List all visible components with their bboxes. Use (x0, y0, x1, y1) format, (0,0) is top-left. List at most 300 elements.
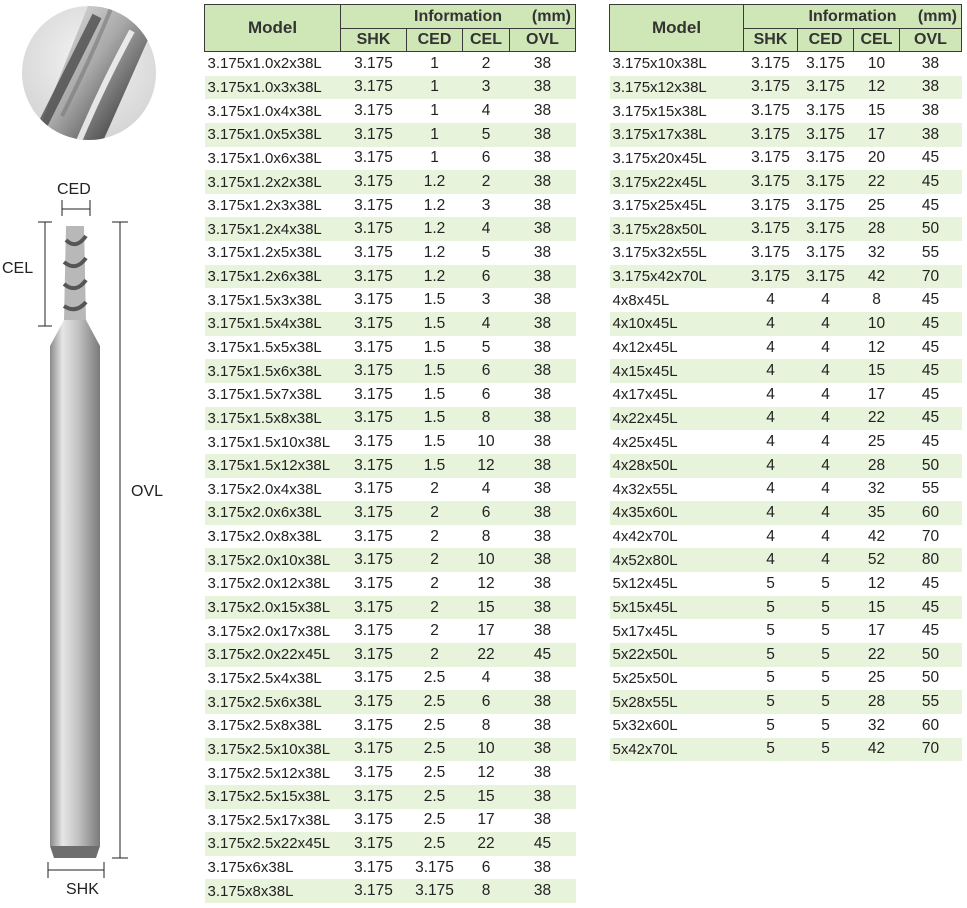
header-ced: CED (407, 29, 463, 52)
cell-cel: 4 (463, 667, 510, 691)
cell-model: 3.175x2.5x10x38L (205, 738, 341, 762)
cell-cel: 10 (854, 52, 900, 76)
table-row (610, 288, 962, 312)
cell-cel: 32 (854, 241, 900, 265)
cell-ovl: 38 (900, 123, 962, 147)
cell-cel: 22 (854, 407, 900, 431)
cell-cel: 8 (463, 525, 510, 549)
cell-model: 3.175x20x45L (610, 147, 744, 171)
header-model: Model (205, 5, 341, 52)
cell-cel: 8 (463, 714, 510, 738)
cell-ced: 5 (798, 738, 854, 762)
cell-model: 3.175x42x70L (610, 265, 744, 289)
cell-ovl: 38 (510, 194, 576, 218)
cell-model: 4x52x80L (610, 548, 744, 572)
cell-ced: 3.175 (798, 170, 854, 194)
cell-cel: 6 (463, 147, 510, 171)
cell-ced: 2 (407, 619, 463, 643)
table-row (205, 76, 576, 100)
cell-ovl: 38 (510, 288, 576, 312)
cell-cel: 3 (463, 76, 510, 100)
cell-cel: 12 (854, 336, 900, 360)
cell-model: 5x32x60L (610, 714, 744, 738)
cell-ced: 1.5 (407, 288, 463, 312)
cell-ovl: 60 (900, 501, 962, 525)
cell-model: 4x17x45L (610, 383, 744, 407)
cell-ced: 3.175 (407, 879, 463, 903)
cell-shk: 3.175 (744, 241, 798, 265)
cell-ovl: 38 (510, 170, 576, 194)
cell-shk: 3.175 (341, 76, 407, 100)
cell-ced: 2.5 (407, 738, 463, 762)
cell-cel: 15 (463, 785, 510, 809)
cell-model: 3.175x1.5x12x38L (205, 454, 341, 478)
cell-ovl: 50 (900, 454, 962, 478)
ovl-label: OVL (131, 483, 164, 500)
cell-ovl: 45 (900, 383, 962, 407)
cell-shk: 3.175 (341, 761, 407, 785)
cell-ced: 4 (798, 548, 854, 572)
table-row (205, 738, 576, 762)
cell-cel: 17 (463, 809, 510, 833)
cell-shk: 5 (744, 619, 798, 643)
cell-shk: 3.175 (744, 170, 798, 194)
table-row (610, 690, 962, 714)
cell-ovl: 45 (900, 430, 962, 454)
cell-shk: 3.175 (341, 785, 407, 809)
cell-shk: 3.175 (341, 454, 407, 478)
cell-ovl: 80 (900, 548, 962, 572)
cell-shk: 4 (744, 501, 798, 525)
table-row (610, 359, 962, 383)
cell-cel: 4 (463, 99, 510, 123)
cell-ced: 1.5 (407, 336, 463, 360)
cell-model: 3.175x12x38L (610, 76, 744, 100)
cell-ovl: 55 (900, 241, 962, 265)
cell-cel: 25 (854, 430, 900, 454)
cell-ced: 1.5 (407, 359, 463, 383)
cell-cel: 25 (854, 194, 900, 218)
cell-shk: 3.175 (744, 147, 798, 171)
cell-model: 4x12x45L (610, 336, 744, 360)
cell-cel: 28 (854, 217, 900, 241)
cell-ovl: 38 (510, 667, 576, 691)
shk-label: SHK (66, 881, 99, 898)
header-information-label: Information (808, 7, 897, 25)
cell-model: 3.175x1.0x6x38L (205, 147, 341, 171)
table-row (610, 714, 962, 738)
cell-cel: 42 (854, 738, 900, 762)
cell-ced: 1.5 (407, 454, 463, 478)
cell-model: 3.175x2.5x4x38L (205, 667, 341, 691)
table-row (205, 359, 576, 383)
table-row (610, 265, 962, 289)
table-row (610, 170, 962, 194)
cell-ovl: 45 (510, 643, 576, 667)
cell-ovl: 38 (510, 525, 576, 549)
cell-cel: 6 (463, 690, 510, 714)
cell-model: 3.175x28x50L (610, 217, 744, 241)
cell-shk: 5 (744, 667, 798, 691)
cell-shk: 3.175 (744, 194, 798, 218)
table-row (205, 690, 576, 714)
header-ced: CED (798, 29, 854, 52)
cell-ovl: 45 (900, 359, 962, 383)
cell-ced: 5 (798, 690, 854, 714)
cell-ced: 1 (407, 147, 463, 171)
cell-cel: 12 (854, 76, 900, 100)
cell-shk: 3.175 (341, 501, 407, 525)
cell-shk: 3.175 (341, 690, 407, 714)
cell-cel: 15 (854, 359, 900, 383)
cell-ced: 3.175 (798, 52, 854, 76)
cell-model: 4x22x45L (610, 407, 744, 431)
cell-shk: 3.175 (341, 879, 407, 903)
cell-cel: 17 (854, 123, 900, 147)
cell-ced: 5 (798, 572, 854, 596)
cell-shk: 3.175 (341, 52, 407, 76)
cell-ced: 4 (798, 336, 854, 360)
cell-ced: 5 (798, 714, 854, 738)
cell-model: 3.175x1.5x8x38L (205, 407, 341, 431)
cell-ced: 3.175 (798, 265, 854, 289)
cell-cel: 22 (854, 170, 900, 194)
cell-ced: 1 (407, 99, 463, 123)
cell-ovl: 38 (510, 123, 576, 147)
cell-ovl: 45 (900, 194, 962, 218)
table-row (205, 52, 576, 76)
header-information-label: Information (414, 7, 502, 25)
cell-ovl: 38 (510, 596, 576, 620)
cell-model: 3.175x1.2x2x38L (205, 170, 341, 194)
header-unit: (mm) (531, 8, 571, 25)
cell-shk: 3.175 (341, 194, 407, 218)
cell-ovl: 38 (510, 572, 576, 596)
cell-ovl: 38 (510, 738, 576, 762)
cell-cel: 5 (463, 241, 510, 265)
cell-model: 3.175x1.2x6x38L (205, 265, 341, 289)
cell-cel: 28 (854, 454, 900, 478)
cell-ced: 2.5 (407, 832, 463, 856)
table-row (610, 194, 962, 218)
cell-ced: 2 (407, 643, 463, 667)
cell-ovl: 38 (510, 359, 576, 383)
table-row (205, 336, 576, 360)
cell-model: 3.175x1.2x5x38L (205, 241, 341, 265)
cell-shk: 3.175 (341, 383, 407, 407)
cell-ovl: 45 (900, 619, 962, 643)
cell-cel: 42 (854, 525, 900, 549)
cell-model: 3.175x1.5x5x38L (205, 336, 341, 360)
cell-cel: 12 (463, 454, 510, 478)
cell-model: 4x35x60L (610, 501, 744, 525)
cell-cel: 32 (854, 714, 900, 738)
cell-shk: 3.175 (744, 99, 798, 123)
cel-label: CEL (2, 260, 34, 277)
cell-cel: 2 (463, 170, 510, 194)
cell-shk: 4 (744, 407, 798, 431)
table-row (610, 76, 962, 100)
cell-shk: 4 (744, 312, 798, 336)
table-row (205, 856, 576, 880)
cell-cel: 10 (854, 312, 900, 336)
cell-ced: 4 (798, 288, 854, 312)
header-information (341, 5, 576, 29)
cell-cel: 2 (463, 52, 510, 76)
cell-shk: 3.175 (744, 265, 798, 289)
cell-cel: 4 (463, 312, 510, 336)
cell-shk: 3.175 (341, 147, 407, 171)
cell-shk: 3.175 (341, 478, 407, 502)
cell-ced: 2.5 (407, 761, 463, 785)
header-model: Model (610, 5, 744, 52)
cell-shk: 4 (744, 525, 798, 549)
cell-ced: 4 (798, 359, 854, 383)
table-row (205, 785, 576, 809)
table-row (205, 478, 576, 502)
cell-model: 3.175x1.0x5x38L (205, 123, 341, 147)
cell-cel: 4 (463, 217, 510, 241)
cell-model: 4x32x55L (610, 478, 744, 502)
cell-cel: 28 (854, 690, 900, 714)
cell-ced: 3.175 (798, 194, 854, 218)
cell-model: 3.175x1.0x3x38L (205, 76, 341, 100)
cell-model: 3.175x2.5x6x38L (205, 690, 341, 714)
cell-model: 4x15x45L (610, 359, 744, 383)
cell-ovl: 38 (510, 454, 576, 478)
cell-ovl: 38 (510, 714, 576, 738)
cell-ovl: 38 (900, 99, 962, 123)
header-ovl: OVL (900, 29, 962, 52)
cell-shk: 3.175 (341, 170, 407, 194)
cell-ced: 2 (407, 548, 463, 572)
cell-cel: 32 (854, 478, 900, 502)
cell-ovl: 45 (900, 312, 962, 336)
cell-model: 5x25x50L (610, 667, 744, 691)
cell-ced: 2 (407, 572, 463, 596)
cell-model: 3.175x1.5x10x38L (205, 430, 341, 454)
cell-shk: 3.175 (744, 76, 798, 100)
cell-model: 3.175x2.0x12x38L (205, 572, 341, 596)
cell-cel: 17 (854, 619, 900, 643)
cell-shk: 3.175 (341, 572, 407, 596)
cell-model: 3.175x1.5x6x38L (205, 359, 341, 383)
table-row (205, 123, 576, 147)
cell-ced: 1.5 (407, 383, 463, 407)
table-row (610, 123, 962, 147)
cell-ovl: 38 (510, 241, 576, 265)
tool-illustration (0, 0, 200, 908)
cell-shk: 4 (744, 383, 798, 407)
cell-ced: 2.5 (407, 714, 463, 738)
cell-ced: 3.175 (798, 123, 854, 147)
cell-shk: 3.175 (341, 714, 407, 738)
cell-ced: 5 (798, 643, 854, 667)
cell-model: 3.175x2.0x10x38L (205, 548, 341, 572)
cell-cel: 5 (463, 336, 510, 360)
cell-ovl: 45 (900, 170, 962, 194)
cell-ced: 4 (798, 454, 854, 478)
cell-model: 5x17x45L (610, 619, 744, 643)
table-row (205, 241, 576, 265)
cell-model: 3.175x1.5x3x38L (205, 288, 341, 312)
cell-shk: 4 (744, 359, 798, 383)
cell-cel: 42 (854, 265, 900, 289)
table-row (610, 667, 962, 691)
cell-ced: 3.175 (407, 856, 463, 880)
header-information (744, 5, 962, 29)
cell-ovl: 38 (510, 809, 576, 833)
cell-shk: 3.175 (341, 99, 407, 123)
cell-ovl: 38 (510, 312, 576, 336)
cell-ovl: 45 (510, 832, 576, 856)
cell-ced: 3.175 (798, 217, 854, 241)
cell-ced: 4 (798, 312, 854, 336)
cell-cel: 8 (463, 407, 510, 431)
header-cel: CEL (854, 29, 900, 52)
cell-shk: 3.175 (341, 738, 407, 762)
cell-ced: 3.175 (798, 76, 854, 100)
table-row (205, 879, 576, 903)
cell-ced: 4 (798, 501, 854, 525)
cell-shk: 3.175 (744, 52, 798, 76)
cell-shk: 3.175 (341, 217, 407, 241)
cell-shk: 3.175 (341, 643, 407, 667)
cell-shk: 5 (744, 690, 798, 714)
table-row (205, 572, 576, 596)
cell-ced: 2.5 (407, 809, 463, 833)
table-row (205, 809, 576, 833)
table-row (610, 501, 962, 525)
cell-shk: 3.175 (341, 619, 407, 643)
cell-shk: 3.175 (341, 856, 407, 880)
cell-shk: 4 (744, 336, 798, 360)
cell-shk: 3.175 (341, 667, 407, 691)
cell-ced: 4 (798, 430, 854, 454)
table-row (610, 478, 962, 502)
table-row (610, 643, 962, 667)
header-shk: SHK (341, 29, 407, 52)
cell-shk: 5 (744, 714, 798, 738)
cell-shk: 3.175 (341, 596, 407, 620)
cell-shk: 3.175 (744, 123, 798, 147)
cell-cel: 17 (854, 383, 900, 407)
cell-shk: 4 (744, 454, 798, 478)
cell-ovl: 45 (900, 572, 962, 596)
cell-ovl: 55 (900, 478, 962, 502)
cell-shk: 3.175 (341, 123, 407, 147)
cell-ovl: 38 (510, 690, 576, 714)
cell-model: 5x28x55L (610, 690, 744, 714)
cell-ced: 1.2 (407, 265, 463, 289)
table-row (205, 832, 576, 856)
cell-ced: 5 (798, 667, 854, 691)
cell-ced: 2 (407, 478, 463, 502)
cell-ced: 2.5 (407, 690, 463, 714)
cell-ced: 4 (798, 478, 854, 502)
table-row (205, 383, 576, 407)
table-row (610, 52, 962, 76)
cell-ovl: 38 (510, 785, 576, 809)
cell-ovl: 45 (900, 288, 962, 312)
table-row (205, 525, 576, 549)
table-row (205, 761, 576, 785)
cell-ced: 2.5 (407, 785, 463, 809)
cell-cel: 20 (854, 147, 900, 171)
cell-shk: 3.175 (744, 217, 798, 241)
cell-ced: 2.5 (407, 667, 463, 691)
table-row (205, 548, 576, 572)
cell-cel: 25 (854, 667, 900, 691)
cell-ced: 1 (407, 76, 463, 100)
cell-model: 3.175x17x38L (610, 123, 744, 147)
cell-ced: 2 (407, 525, 463, 549)
table-row (205, 99, 576, 123)
cell-shk: 4 (744, 478, 798, 502)
cell-ced: 5 (798, 596, 854, 620)
cell-ovl: 38 (510, 336, 576, 360)
cell-shk: 5 (744, 596, 798, 620)
cell-ced: 4 (798, 525, 854, 549)
cell-model: 3.175x1.5x7x38L (205, 383, 341, 407)
cell-model: 3.175x1.5x4x38L (205, 312, 341, 336)
cell-ovl: 38 (510, 856, 576, 880)
cell-ced: 2 (407, 596, 463, 620)
cell-model: 3.175x2.0x6x38L (205, 501, 341, 525)
cell-ced: 3.175 (798, 99, 854, 123)
cell-cel: 8 (463, 879, 510, 903)
table-row (205, 265, 576, 289)
cell-ovl: 70 (900, 265, 962, 289)
cell-model: 4x10x45L (610, 312, 744, 336)
cell-ced: 3.175 (798, 147, 854, 171)
cell-shk: 3.175 (341, 359, 407, 383)
cell-model: 5x42x70L (610, 738, 744, 762)
cell-ovl: 45 (900, 596, 962, 620)
cell-ovl: 38 (510, 761, 576, 785)
cell-shk: 3.175 (341, 265, 407, 289)
cell-ced: 1.2 (407, 170, 463, 194)
cell-model: 3.175x2.5x15x38L (205, 785, 341, 809)
table-row (205, 312, 576, 336)
table-row (205, 596, 576, 620)
spec-table-right (609, 4, 962, 761)
cell-model: 3.175x2.5x17x38L (205, 809, 341, 833)
spec-table-left-body (205, 52, 576, 904)
ced-label: CED (57, 181, 91, 198)
cell-cel: 15 (854, 596, 900, 620)
cell-model: 3.175x1.2x3x38L (205, 194, 341, 218)
cell-shk: 3.175 (341, 407, 407, 431)
cell-ovl: 38 (510, 265, 576, 289)
cell-shk: 3.175 (341, 336, 407, 360)
cell-model: 3.175x1.0x2x38L (205, 52, 341, 76)
cell-cel: 17 (463, 619, 510, 643)
cell-ovl: 60 (900, 714, 962, 738)
cell-shk: 5 (744, 738, 798, 762)
cell-ovl: 38 (510, 407, 576, 431)
spec-table-right-body (610, 52, 962, 762)
table-row (610, 548, 962, 572)
cell-cel: 3 (463, 194, 510, 218)
cell-ced: 1 (407, 123, 463, 147)
cell-ovl: 50 (900, 217, 962, 241)
cell-ovl: 50 (900, 643, 962, 667)
table-row (610, 619, 962, 643)
cell-cel: 6 (463, 265, 510, 289)
cell-ced: 1 (407, 52, 463, 76)
header-cel: CEL (463, 29, 510, 52)
